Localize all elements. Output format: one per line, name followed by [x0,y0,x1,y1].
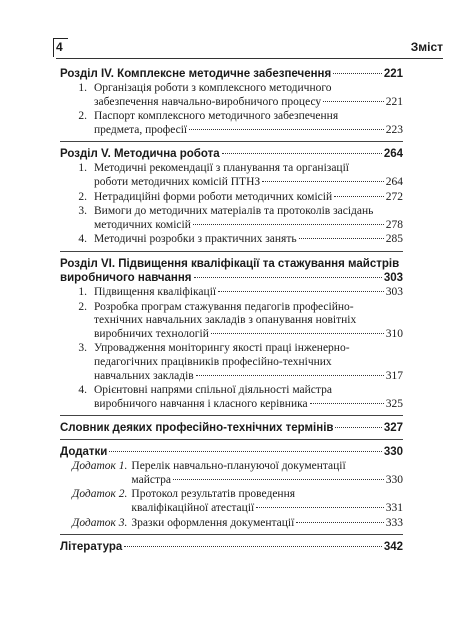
leader-dots [296,522,383,523]
leader-dots [334,196,384,197]
toc-section-5 [60,142,403,252]
leader-dots [310,403,384,404]
table-of-contents [60,62,403,558]
running-head-section: Зміст [410,40,443,54]
toc-page-number: 325 [385,397,403,410]
leader-dots [124,546,382,547]
toc-section-appendices [60,440,403,535]
toc-section-heading[interactable]: Розділ V. Методична робота 264 [60,148,403,161]
leader-dots [222,153,382,154]
toc-section-4 [60,62,403,142]
leader-dots [211,333,384,334]
leader-dots [189,129,384,130]
toc-section-literature [60,535,403,558]
toc-entry[interactable]: 4. Орієнтовні напрями спільної діяльності майстра виробничого навчання і класного керівника 325 [78,384,403,410]
running-head [56,40,443,56]
toc-section-heading[interactable]: Література 342 [60,541,403,554]
toc-page-number: 331 [385,502,403,515]
toc-page-number: 342 [383,541,403,554]
toc-entry[interactable]: 1. Методичні рекомендації з планування та організації роботи методичних комісій ПТНЗ 264 [78,162,403,188]
toc-entry[interactable]: 1. Організація роботи з комплексного методичного забезпечення навчально-виробничого процесу 221 [78,82,403,108]
toc-section-heading[interactable]: Розділ VI. Підвищення кваліфікації та стажування майстрів виробничого навчання 303 [60,257,403,284]
toc-entry[interactable]: 3. Упровадження моніторингу якості праці інженерно- педагогічних працівників професійно-технічних навчальних закладів 317 [78,342,403,382]
toc-page-number: 330 [385,473,403,486]
toc-section-glossary [60,416,403,440]
toc-page-number: 310 [385,327,403,340]
leader-dots [256,507,384,508]
leader-dots [262,181,384,182]
leader-dots [323,101,384,102]
toc-page-number: 264 [385,175,403,188]
toc-page-number: 303 [385,285,403,298]
toc-page-number: 264 [383,148,403,161]
toc-page-number: 303 [383,271,403,284]
toc-appendix-entry[interactable]: Додаток 3. Зразки оформлення документації 333 [72,516,403,529]
toc-page-number: 223 [385,123,403,136]
toc-page-number: 317 [385,369,403,382]
leader-dots [196,375,384,376]
toc-section-6 [60,252,403,416]
toc-page-number: 272 [385,190,403,203]
toc-page-number: 333 [385,516,403,529]
toc-entry[interactable]: 3. Вимоги до методичних матеріалів та протоколів засідань методичних комісій 278 [78,205,403,231]
toc-entry[interactable]: 2. Нетрадиційні форми роботи методичних комісій 272 [78,190,403,203]
leader-dots [194,277,382,278]
toc-section-heading[interactable]: Додатки 330 [60,446,403,459]
toc-entry[interactable]: 2. Розробка програм стажування педагогів професійно- технічних навчальних закладів з опанування новітніх виробничих технологій 310 [78,300,403,340]
leader-dots [335,427,381,428]
toc-section-heading[interactable]: Розділ IV. Комплексне методичне забезпечення 221 [60,68,403,80]
toc-entry[interactable]: 2. Паспорт комплексного методичного забезпечення предмета, професії 223 [78,110,403,136]
leader-dots [333,73,382,74]
toc-page-number: 221 [383,68,403,80]
toc-appendix-entry[interactable]: Додаток 1. Перелік навчально-плануючої документації майстра 330 [72,460,403,486]
toc-page-number: 285 [385,233,403,246]
leader-dots [109,451,381,452]
leader-dots [299,238,384,239]
toc-page-number: 221 [385,95,403,108]
leader-dots [173,479,384,480]
leader-dots [218,291,384,292]
page-number: 4 [56,40,63,54]
toc-section-heading[interactable]: Словник деяких професійно-технічних термінів 327 [60,422,403,435]
toc-entry[interactable]: 1. Підвищення кваліфікації 303 [78,285,403,298]
header-rule [56,58,443,59]
leader-dots [193,224,384,225]
toc-page-number: 278 [385,218,403,231]
toc-appendix-entry[interactable]: Додаток 2. Протокол результатів проведення кваліфікаційної атестації 331 [72,488,403,515]
toc-page-number: 327 [383,422,403,435]
toc-page-number: 330 [383,446,403,459]
toc-entry[interactable]: 4. Методичні розробки з практичних занять 285 [78,233,403,246]
